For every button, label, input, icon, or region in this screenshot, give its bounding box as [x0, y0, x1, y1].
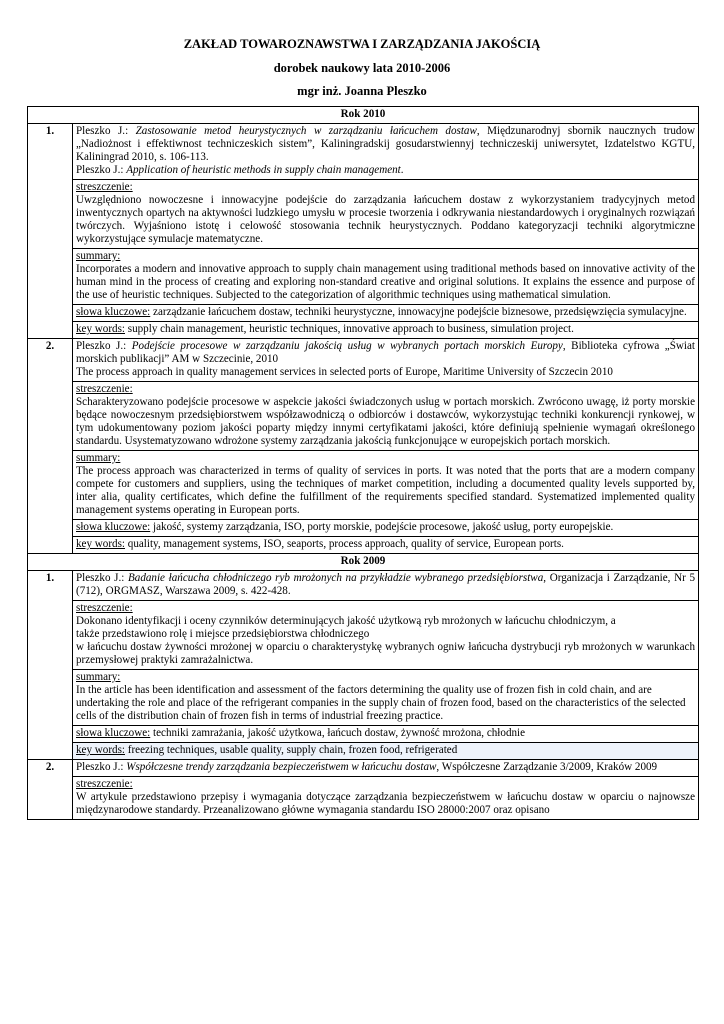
keywords-pl-text: jakość, systemy zarządzania, ISO, porty morskie, podejście procesowe, jakość usług, porty europejskie. — [150, 521, 614, 533]
citation-details: , Współczesne Zarządzanie 3/2009, Kraków 2009 — [436, 761, 658, 773]
citation-title: Zastosowanie metod heurystycznych w zarządzaniu łańcuchem dostaw — [135, 125, 477, 137]
entry-number: 2. — [28, 760, 73, 820]
keywords-en-text: freezing techniques, usable quality, supply chain, frozen food, refrigerated — [125, 744, 458, 756]
keywords-pl — [73, 305, 699, 322]
keywords-en-label: key words: — [76, 744, 125, 756]
citation-author: Pleszko J.: — [76, 125, 136, 137]
keywords-pl-text: zarządzanie łańcuchem dostaw, techniki heurystyczne, innowacyjne podejście biznesowe, przedsięwzięcia symulacyjne. — [150, 306, 687, 318]
department-title: ZAKŁAD TOWAROZNAWSTWA I ZARZĄDZANIA JAKOŚCIĄ — [183, 37, 541, 51]
abstract-en-label: summary: — [76, 250, 121, 262]
keywords-pl-text: techniki zamrażania, jakość użytkowa, łańcuch dostaw, żywność mrożona, chłodnie — [150, 727, 526, 739]
citation-author: Pleszko J.: — [76, 572, 129, 584]
keywords-en-text: quality, management systems, ISO, seaports, process approach, quality of service, European ports. — [125, 538, 564, 550]
keywords-en — [73, 743, 699, 760]
publication-citation — [73, 124, 699, 180]
abstract-en — [73, 670, 699, 726]
abstract-pl-text: Scharakteryzowano podejście procesowe w aspekcie jakości świadczonych usług w portach morskich. Zwrócono uwagę, iż porty morskie będące nowoczesnym przedsiębiorstwem współzawodniczą o odbiorców i dostawców, wykorzystując techniki konkurencji rynkowej, w tym udokumentowany poziom jakości poparty między innymi certyfikatami jakości, które definiują spełnienie wymagań określonego standardu. Usystematyzowano wdrożone systemy zarządzania jakością funkcjonujące w europejskich portach morskich. — [76, 396, 696, 447]
citation-details: , Organizacja i Zarządzanie, Nr 5 (712), ORGMASZ, Warszawa 2009, s. 422-428. — [76, 572, 696, 597]
abstract-pl-line: w łańcuchu dostaw żywności mrożonej w oparciu o charakterystykę wybranych ogniw łańcucha dystrybucji ryb mrożonych w warunkach przemysłowej praktyki zamrażalnictwa. — [76, 641, 696, 666]
abstract-pl-row — [28, 180, 699, 249]
keywords-pl — [73, 520, 699, 537]
author-name: mgr inż. Joanna Pleszko — [297, 84, 427, 98]
abstract-en-row — [28, 249, 699, 305]
abstract-en-label: summary: — [76, 671, 121, 683]
citation-details: . — [400, 164, 404, 176]
keywords-en-row — [28, 743, 699, 760]
publication-citation — [73, 760, 699, 777]
abstract-en-text: In the article has been identification and assessment of the factors determining the quality use of frozen fish in cold chain, and are undertaking the role and place of the refrigerant companies in the supply chain of frozen food, based on the characteristics of the selected cells of the distribution chain of frozen fish in terms of industrial freezing practice. — [76, 684, 686, 722]
year-heading: Rok 2009 — [28, 554, 699, 571]
keywords-pl-row — [28, 305, 699, 322]
keywords-pl-label: słowa kluczowe: — [76, 521, 151, 533]
abstract-pl — [73, 382, 699, 451]
publication-citation — [73, 339, 699, 382]
citation-details: , Międzunarodnyj sbornik naucznych trudow „Nadiożnost i effektiwnost techniczeskich sistem”, Kaliningradskij gosudarstwiennyj techniczeskij uniwersytet, Izdatelstwo KGTU, Kaliningrad 2010, s. 106-113. — [76, 125, 696, 163]
publication-row — [28, 339, 699, 382]
abstract-pl-label: streszczenie: — [76, 181, 133, 193]
keywords-pl — [73, 726, 699, 743]
abstract-en — [73, 249, 699, 305]
abstract-pl — [73, 777, 699, 820]
citation-author: Pleszko J.: — [76, 761, 127, 773]
abstract-en — [73, 451, 699, 520]
publication-row — [28, 124, 699, 180]
keywords-en — [73, 322, 699, 339]
year-row — [28, 107, 699, 124]
abstract-pl — [73, 180, 699, 249]
keywords-en-row — [28, 537, 699, 554]
keywords-pl-row — [28, 520, 699, 537]
keywords-en-text: supply chain management, heuristic techniques, innovative approach to business, simulation project. — [125, 323, 574, 335]
keywords-pl-row — [28, 726, 699, 743]
abstract-en-text: Incorporates a modern and innovative approach to supply chain management using traditional methods based on innovative activity of the human mind in the process of creating and exploring non-standard creative and original solutions. It explains the essence and purpose of the use of heuristic techniques. Subjected to the categorization of algorithmic techniques using mathematical simulation. — [76, 263, 696, 301]
abstract-en-row — [28, 670, 699, 726]
abstract-pl-row — [28, 601, 699, 670]
abstract-pl-text: Uwzględniono nowoczesne i innowacyjne podejście do zarządzania łańcuchem dostaw z wykorzystaniem tradycyjnych metod inwentycznych opartych na aktywności ludzkiego umysłu w procesie tworzenia i odkrywania niestandardowych i oryginalnych rozwiązań twórczych. Wyjaśniono istotę i celowość stosowania technik heurystycznych. Poddano kategoryzacji techniki algorytmiczne wykorzystujące symulacje matematyczne. — [76, 194, 696, 245]
entry-number: 1. — [28, 571, 73, 760]
citation-title: Podejście procesowe w zarządzaniu jakością usług w wybranych portach morskich Europy — [131, 340, 563, 352]
keywords-pl-label: słowa kluczowe: — [76, 306, 151, 318]
abstract-en-label: summary: — [76, 452, 121, 464]
abstract-pl-row — [28, 382, 699, 451]
year-heading: Rok 2010 — [28, 107, 699, 124]
publication-citation — [73, 571, 699, 601]
citation-author: Pleszko J.: — [76, 164, 127, 176]
year-row — [28, 554, 699, 571]
entry-number: 2. — [28, 339, 73, 554]
abstract-pl — [73, 601, 699, 670]
abstract-en-row — [28, 451, 699, 520]
citation-author: Pleszko J.: — [76, 340, 132, 352]
keywords-en-label: key words: — [76, 538, 125, 550]
publication-row — [28, 760, 699, 777]
keywords-en — [73, 537, 699, 554]
abstract-pl-line: także przedstawiono rolę i miejsce przedsiębiorstwa chłodniczego — [76, 628, 370, 640]
entry-number: 1. — [28, 124, 73, 339]
citation-details: , Biblioteka cyfrowa „Świat morskich publikacji” AM w Szczecinie, 2010 — [76, 340, 696, 365]
publications-table — [27, 106, 699, 820]
publication-row — [28, 571, 699, 601]
citation-title: Badanie łańcucha chłodniczego ryb mrożonych na przykładzie wybranego przedsiębiorstwa — [128, 572, 544, 584]
abstract-pl-label: streszczenie: — [76, 602, 133, 614]
abstract-pl-label: streszczenie: — [76, 383, 133, 395]
document-subtitle: dorobek naukowy lata 2010-2006 — [273, 61, 451, 75]
citation-translation: The process approach in quality management services in selected ports of Europe, Maritime University of Szczecin 2010 — [76, 366, 613, 378]
abstract-pl-row — [28, 777, 699, 820]
abstract-en-text: The process approach was characterized in terms of quality of services in ports. It was noted that the ports that are a modern company compete for customers and suppliers, using the techniques of market competition, including a documented quality levels supported by, inter alia, quality certificates, which define the fulfillment of the requirements specified standard. Systematized implemented quality management systems operating in European ports. — [76, 465, 696, 516]
abstract-pl-label: streszczenie: — [76, 778, 133, 790]
keywords-en-label: key words: — [76, 323, 125, 335]
keywords-en-row — [28, 322, 699, 339]
citation-title: Application of heuristic methods in supply chain management — [126, 164, 401, 176]
abstract-pl-line: Dokonano identyfikacji i oceny czynników determinujących jakość użytkową ryb mrożonych w łańcuchu chłodniczym, a — [76, 615, 616, 627]
citation-title: Współczesne trendy zarządzania bezpieczeństwem w łańcuchu dostaw — [126, 761, 437, 773]
keywords-pl-label: słowa kluczowe: — [76, 727, 151, 739]
abstract-pl-text: W artykule przedstawiono przepisy i wymagania dotyczące zarządzania bezpieczeństwem w łańcuchu dostaw w oparciu o najnowsze międzynarodowe standardy. Przeanalizowano główne wymagania standardu ISO 28000:2007 oraz opisano — [76, 791, 696, 816]
